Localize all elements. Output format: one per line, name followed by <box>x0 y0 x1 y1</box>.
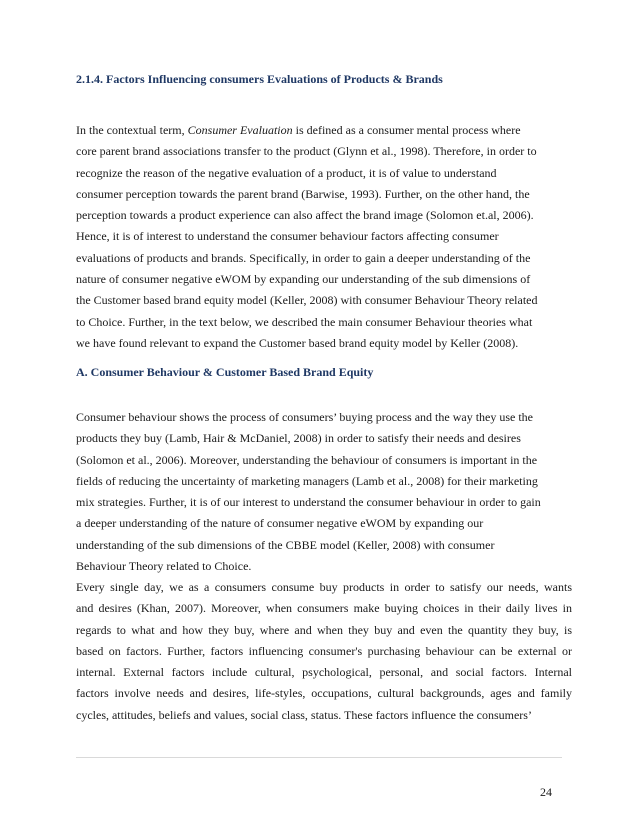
text-line: products they buy (Lamb, Hair & McDaniel, 2008) in order to satisfy their needs and desires <box>76 431 521 446</box>
text-line: factors involve needs and desires, life-styles, occupations, cultural backgrounds, ages and family <box>76 686 572 701</box>
text-line: consumer perception towards the parent brand (Barwise, 1993). Further, on the other hand, the <box>76 186 530 201</box>
term-consumer-evaluation: Consumer Evaluation <box>187 123 293 137</box>
text-line: fields of reducing the uncertainty of marketing managers (Lamb et al., 2008) for their marketing <box>76 473 538 488</box>
page-number: 24 <box>540 785 552 799</box>
text-line: we have found relevant to expand the Customer based brand equity model by Keller (2008). <box>76 335 519 350</box>
text-line: internal. External factors include cultural, psychological, personal, and social factors. Internal <box>76 665 572 680</box>
text-line: In the contextual term, Consumer Evaluation is defined as a consumer mental process where <box>76 123 521 137</box>
text-line: nature of consumer negative eWOM by expanding our understanding of the sub dimensions of <box>76 272 531 287</box>
text-line: cycles, attitudes, beliefs and values, social class, status. These factors influence the consumers’ <box>76 707 532 722</box>
footer-divider <box>76 757 562 758</box>
text-line: recognize the reason of the negative evaluation of a product, it is of value to understand <box>76 165 497 180</box>
text-line: evaluations of products and brands. Specifically, in order to gain a deeper understanding of the <box>76 250 531 265</box>
paragraph-consumer-evaluation <box>76 120 572 354</box>
text-line: understanding of the sub dimensions of the CBBE model (Keller, 2008) with consumer <box>76 537 495 552</box>
text-line: Behaviour Theory related to Choice. <box>76 559 252 574</box>
section-heading: 2.1.4. Factors Influencing consumers Evaluations of Products & Brands <box>76 72 443 86</box>
text-line: Consumer behaviour shows the process of consumers’ buying process and the way they use the <box>76 410 534 424</box>
text-line: and desires (Khan, 2007). Moreover, when consumers make buying choices in their daily lives in <box>76 601 572 616</box>
text-line: (Solomon et al., 2006). Moreover, understanding the behaviour of consumers is important in the <box>76 452 538 467</box>
text-line: to Choice. Further, in the text below, we described the main consumer Behaviour theories what <box>76 314 533 329</box>
text-line: perception towards a product experience can also affect the brand image (Solomon et.al, 2006). <box>76 208 534 223</box>
text-line: mix strategies. Further, it is of our interest to understand the consumer behaviour in order to gain <box>76 495 541 510</box>
text-line: core parent brand associations transfer to the product (Glynn et al., 1998). Therefore, in order to <box>76 144 537 159</box>
paragraph-consumer-behaviour <box>76 407 572 577</box>
text-line: the Customer based brand equity model (Keller, 2008) with consumer Behaviour Theory related <box>76 293 538 308</box>
text-line: a deeper understanding of the nature of consumer negative eWOM by expanding our <box>76 516 484 531</box>
text-line: Every single day, we as a consumers consume buy products in order to satisfy our needs, wants <box>76 580 572 594</box>
subsection-heading: A. Consumer Behaviour & Customer Based Brand Equity <box>76 365 374 379</box>
text-line: based on factors. Further, factors influencing consumer's purchasing behaviour can be external or <box>76 643 572 658</box>
text-line: Hence, it is of interest to understand the consumer behaviour factors affecting consumer <box>76 229 499 244</box>
paragraph-buying-factors <box>76 577 572 726</box>
text-line: regards to what and how they buy, where and when they buy and even the quantity they buy, is <box>76 622 572 637</box>
